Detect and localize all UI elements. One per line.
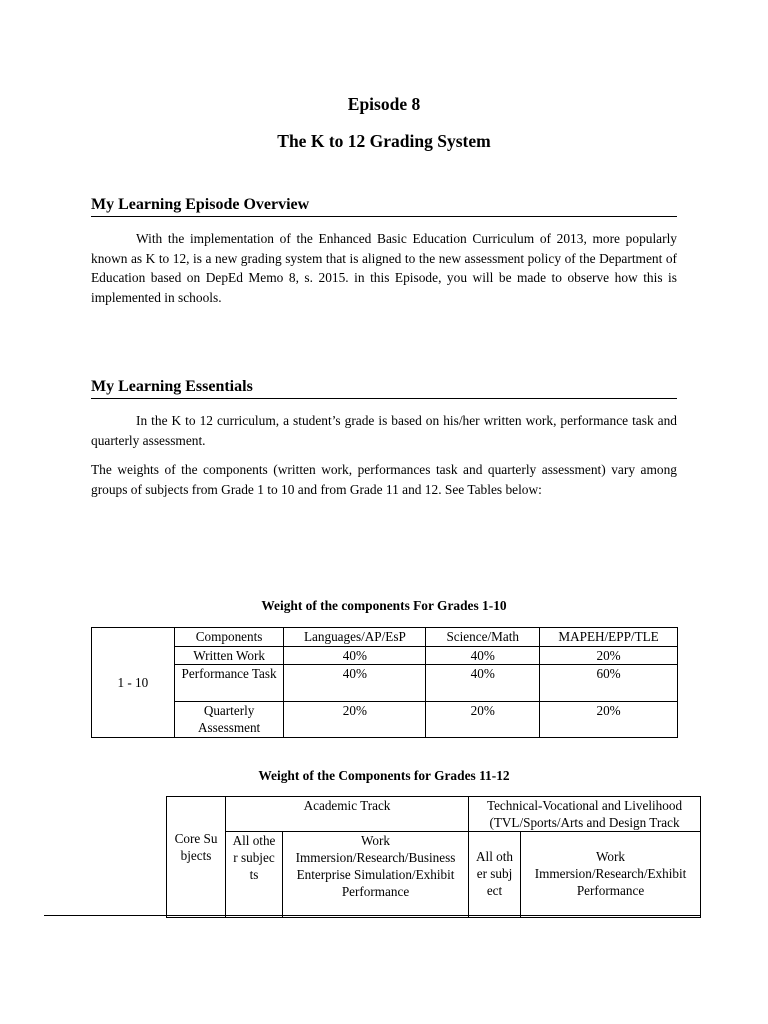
component-cell: Quarterly Assessment (174, 702, 284, 738)
academic-track-header: Academic Track (226, 797, 469, 832)
weight-cell: 20% (426, 702, 540, 738)
academic-work-cell: Work Immersion/Research/Business Enterprise Simulation/Exhibit Performance (283, 832, 469, 918)
tvl-work-cell: Work Immersion/Research/Exhibit Performance (521, 832, 701, 918)
weight-cell: 20% (540, 702, 678, 738)
weight-cell: 40% (426, 647, 540, 665)
table-row (167, 797, 701, 832)
header-cell: Components (174, 628, 284, 647)
tvl-all-other-label: All other subject (476, 849, 513, 898)
overview-heading: My Learning Episode Overview (91, 196, 677, 217)
grade-range-cell: 1 - 10 (92, 628, 175, 738)
header-cell: Science/Math (426, 628, 540, 647)
table2-caption: Weight of the Components for Grades 11-12 (258, 768, 510, 783)
table1-caption: Weight of the components For Grades 1-10 (261, 598, 507, 613)
table-row (92, 628, 678, 647)
weight-cell: 60% (540, 665, 678, 702)
grades-1-10-table (91, 627, 678, 738)
essentials-paragraph-1: In the K to 12 curriculum, a student’s grade is based on his/her written work, performance task and quarterly assessment. (91, 413, 677, 448)
core-subjects-label: Core Subjects (174, 831, 218, 863)
core-subjects-cell (167, 797, 226, 918)
academic-all-other-cell (226, 832, 283, 918)
essentials-heading: My Learning Essentials (91, 378, 677, 399)
component-cell: Written Work (174, 647, 284, 665)
tvl-all-other-cell (469, 832, 521, 918)
weight-cell: 40% (426, 665, 540, 702)
weight-cell: 40% (284, 665, 426, 702)
tvl-track-header: Technical-Vocational and Livelihood (TVL/Sports/Arts and Design Track (469, 797, 701, 832)
essentials-paragraph-2: The weights of the components (written work, performances task and quarterly assessment) vary among groups of subjects from Grade 1 to 10 and from Grade 11 and 12. See Tables below: (91, 462, 677, 497)
table-row (92, 665, 678, 702)
weight-cell: 40% (284, 647, 426, 665)
overview-paragraph: With the implementation of the Enhanced Basic Education Curriculum of 2013, more popularly known as K to 12, is a new grading system that is aligned to the new assessment policy of the Department of Education based on DepEd Memo 8, s. 2015. in this Episode, you will be made to observe how this is implemented in schools. (91, 231, 677, 305)
header-cell: MAPEH/EPP/TLE (540, 628, 678, 647)
episode-number: Episode 8 (347, 94, 421, 114)
page-bottom-rule (44, 915, 700, 916)
page-title: The K to 12 Grading System (277, 131, 491, 151)
table-row (167, 832, 701, 918)
grades-11-12-table (166, 796, 701, 918)
table-row (92, 702, 678, 738)
component-cell: Performance Task (174, 665, 284, 702)
header-cell: Languages/AP/EsP (284, 628, 426, 647)
academic-all-other-label: All other subjects (232, 833, 276, 882)
weight-cell: 20% (540, 647, 678, 665)
weight-cell: 20% (284, 702, 426, 738)
table-row (92, 647, 678, 665)
